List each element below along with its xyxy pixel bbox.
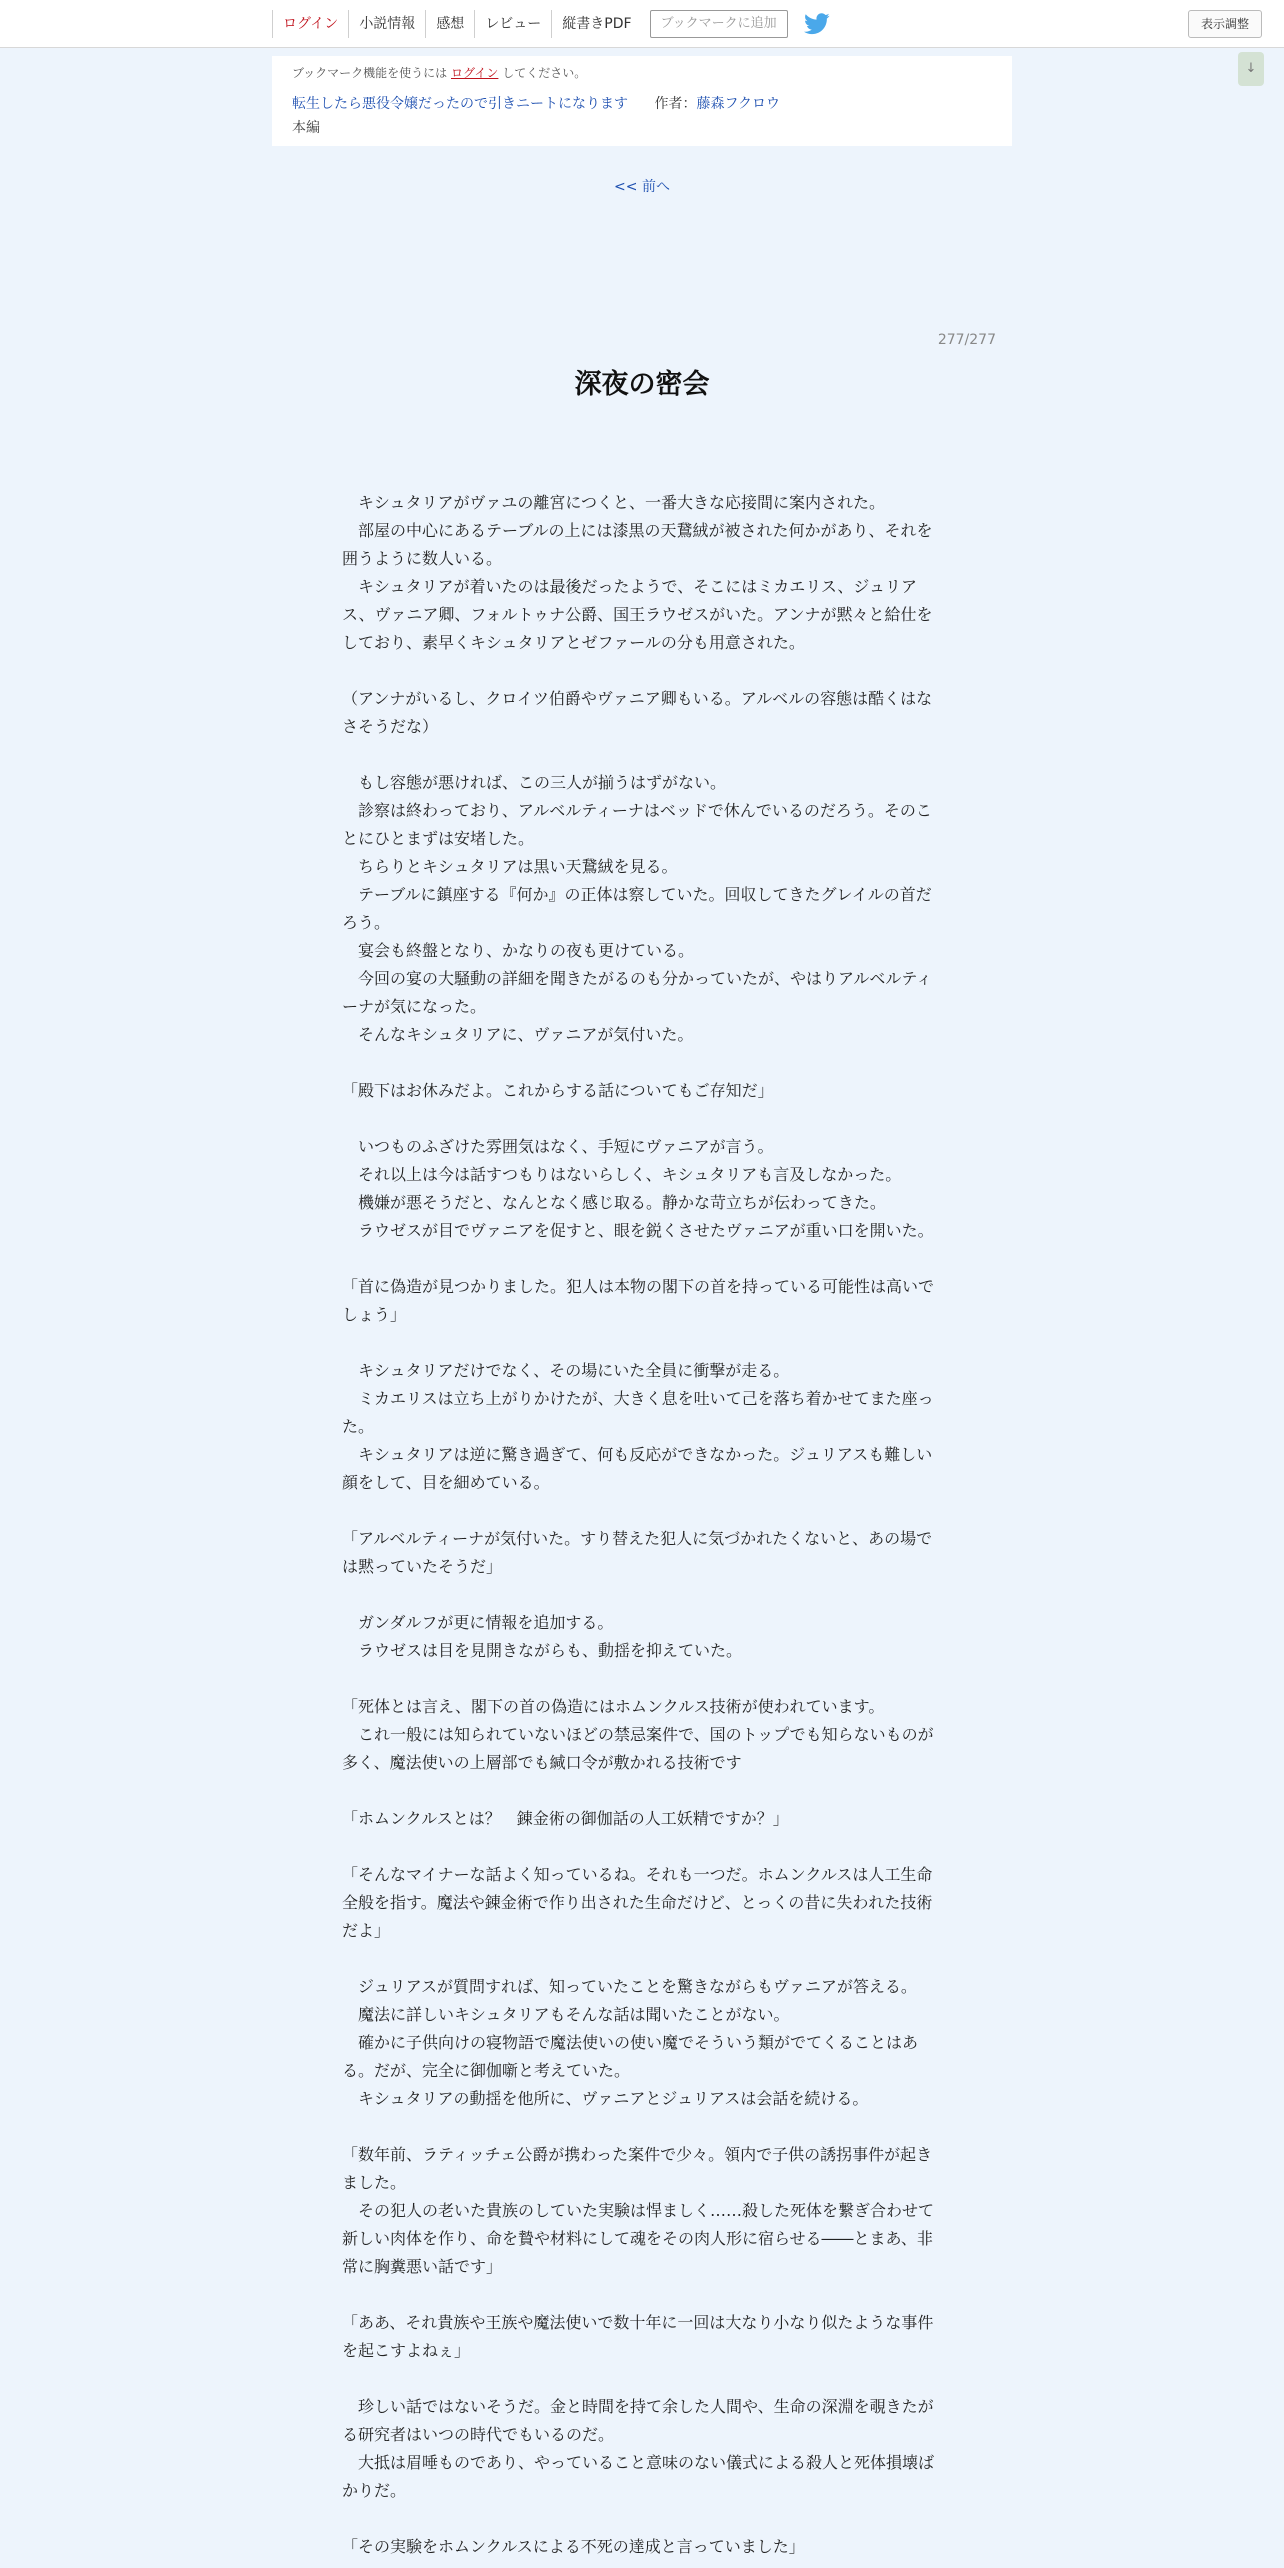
body-paragraph: 「死体とは言え、閣下の首の偽造にはホムンクルス技術が使われています。 bbox=[342, 1697, 885, 1716]
body-paragraph: キシュタリアが着いたのは最後だったようで、そこにはミカエリス、ジュリアス、ヴァニア卿、フォルトゥナ公爵、国王ラウゼスがいた。アンナが黙々と給仕をしており、素早くキシュタリアとゼファールの分も用意された。 bbox=[342, 577, 933, 652]
bookmark-login-link[interactable]: ログイン bbox=[451, 66, 499, 80]
blank-line bbox=[342, 2113, 942, 2141]
previous-page-link[interactable]: << 前へ bbox=[614, 179, 670, 195]
body-paragraph: 珍しい話ではないそうだ。金と時間を持て余した人間や、生命の深淵を覗きたがる研究者はいつの時代でもいるのだ。 bbox=[342, 2397, 934, 2444]
body-paragraph: ラウゼスは目を見開きながらも、動揺を抑えていた。 bbox=[342, 1641, 743, 1660]
novel-info-link[interactable]: 小説情報 bbox=[348, 10, 425, 38]
body-paragraph: 今回の宴の大騒動の詳細を聞きたがるのも分かっていたが、やはりアルベルティーナが気になった。 bbox=[342, 969, 933, 1016]
body-paragraph: 診察は終わっており、アルベルティーナはベッドで休んでいるのだろう。そのことにひとまずは安堵した。 bbox=[342, 801, 932, 848]
body-paragraph: ラウゼスが目でヴァニアを促すと、眼を鋭くさせたヴァニアが重い口を開いた。 bbox=[342, 1221, 934, 1240]
body-paragraph: そんなキシュタリアに、ヴァニアが気付いた。 bbox=[342, 1025, 694, 1044]
blank-line bbox=[342, 1581, 942, 1609]
page-counter: 277/277 bbox=[937, 332, 996, 348]
body-paragraph: 「首に偽造が見つかりました。犯人は本物の閣下の首を持っている可能性は高いでしょう」 bbox=[342, 1277, 935, 1324]
chapter-title: 深夜の密会 bbox=[574, 369, 710, 400]
blank-line bbox=[342, 657, 942, 685]
scroll-down-button[interactable]: ↓ bbox=[1238, 52, 1264, 86]
body-paragraph: これ一般には知られていないほどの禁忌案件で、国のトップでも知らないものが多く、魔法使いの上層部でも緘口令が敷かれる技術です bbox=[342, 1725, 934, 1772]
body-paragraph: それ以上は今は話すつもりはないらしく、キシュタリアも言及しなかった。 bbox=[342, 1165, 902, 1184]
body-paragraph: 機嫌が悪そうだと、なんとなく感じ取る。静かな苛立ちが伝わってきた。 bbox=[342, 1193, 886, 1212]
body-paragraph: キシュタリアの動揺を他所に、ヴァニアとジュリアスは会話を続ける。 bbox=[342, 2089, 869, 2108]
body-paragraph: もし容態が悪ければ、この三人が揃うはずがない。 bbox=[342, 773, 727, 792]
body-paragraph: 部屋の中心にあるテーブルの上には漆黒の天鵞絨が被された何かがあり、それを囲うように数人いる。 bbox=[342, 521, 933, 568]
blank-line bbox=[342, 1665, 942, 1693]
chapter-body bbox=[342, 489, 942, 2561]
impressions-link[interactable]: 感想 bbox=[425, 10, 474, 38]
top-navigation-bar bbox=[0, 0, 1284, 48]
author-label: 作者： bbox=[654, 96, 697, 112]
body-paragraph: キシュタリアがヴァユの離宮につくと、一番大きな応接間に案内された。 bbox=[342, 493, 886, 512]
login-link[interactable]: ログイン bbox=[272, 10, 348, 38]
blank-line bbox=[342, 1777, 942, 1805]
twitter-icon[interactable] bbox=[804, 13, 830, 35]
body-paragraph: 「その実験をホムンクルスによる不死の達成と言っていました」 bbox=[342, 2537, 805, 2556]
display-settings-button[interactable]: 表示調整 bbox=[1188, 10, 1262, 38]
body-paragraph: 「アルベルティーナが気付いた。すり替えた犯人に気づかれたくないと、あの場では黙っていたそうだ」 bbox=[342, 1529, 933, 1576]
bookmark-note bbox=[292, 64, 992, 82]
body-paragraph: 魔法に詳しいキシュタリアもそんな話は聞いたことがない。 bbox=[342, 2005, 790, 2024]
blank-line bbox=[342, 1245, 942, 1273]
body-paragraph: 「ホムンクルスとは？ 錬金術の御伽話の人工妖精ですか？」 bbox=[342, 1809, 789, 1828]
chapter-type-label: 本編 bbox=[292, 120, 320, 136]
blank-line bbox=[342, 1049, 942, 1077]
blank-line bbox=[342, 741, 942, 769]
body-paragraph: ちらりとキシュタリアは黒い天鵞絨を見る。 bbox=[342, 857, 678, 876]
body-paragraph: テーブルに鎮座する『何か』の正体は察していた。回収してきたグレイルの首だろう。 bbox=[342, 885, 932, 932]
blank-line bbox=[342, 1497, 942, 1525]
blank-line bbox=[342, 1945, 942, 1973]
novel-title-line bbox=[292, 94, 992, 114]
body-paragraph: 確かに子供向けの寝物語で魔法使いの使い魔でそういう類がでてくることはある。だが、完全に御伽噺と考えていた。 bbox=[342, 2033, 919, 2080]
body-paragraph: 「そんなマイナーな話よく知っているね。それも一つだ。ホムンクルスは人工生命全般を指す。魔法や錬金術で作り出された生命だけど、とっくの昔に失われた技術だよ」 bbox=[342, 1865, 933, 1940]
blank-line bbox=[342, 2365, 942, 2393]
blank-line bbox=[342, 1833, 942, 1861]
body-paragraph: ガンダルフが更に情報を追加する。 bbox=[342, 1613, 614, 1632]
body-paragraph: 大抵は眉唾ものであり、やっていること意味のない儀式による殺人と死体損壊ばかりだ。 bbox=[342, 2453, 935, 2500]
add-bookmark-button[interactable]: ブックマークに追加 bbox=[650, 10, 788, 38]
body-paragraph: キシュタリアは逆に驚き過ぎて、何も反応ができなかった。ジュリアスも難しい顔をして、目を細めている。 bbox=[342, 1445, 933, 1492]
bookmark-note-suffix: してください。 bbox=[502, 66, 587, 80]
body-paragraph: 宴会も終盤となり、かなりの夜も更けている。 bbox=[342, 941, 695, 960]
main-nav bbox=[272, 10, 830, 38]
blank-line bbox=[342, 1329, 942, 1357]
vertical-pdf-link[interactable]: 縦書きPDF bbox=[551, 10, 641, 38]
body-paragraph: ミカエリスは立ち上がりかけたが、大きく息を吐いて己を落ち着かせてまた座った。 bbox=[342, 1389, 934, 1436]
body-paragraph: その犯人の老いた貴族のしていた実験は悍ましく……殺した死体を繋ぎ合わせて新しい肉体を作り、命を贄や材料にして魂をその肉人形に宿らせる――とまあ、非常に胸糞悪い話です」 bbox=[342, 2201, 935, 2276]
body-paragraph: 「数年前、ラティッチェ公爵が携わった案件で少々。領内で子供の誘拐事件が起きました。 bbox=[342, 2145, 933, 2192]
blank-line bbox=[342, 1105, 942, 1133]
body-paragraph: キシュタリアだけでなく、その場にいた全員に衝撃が走る。 bbox=[342, 1361, 790, 1380]
blank-line bbox=[342, 2281, 942, 2309]
bookmark-note-prefix: ブックマーク機能を使うには bbox=[292, 66, 448, 80]
body-paragraph: 「ああ、それ貴族や王族や魔法使いで数十年に一回は大なり小なり似たような事件を起こすよねぇ」 bbox=[342, 2313, 934, 2360]
body-paragraph: いつものふざけた雰囲気はなく、手短にヴァニアが言う。 bbox=[342, 1137, 774, 1156]
blank-line bbox=[342, 2505, 942, 2533]
body-paragraph: （アンナがいるし、クロイツ伯爵やヴァニア卿もいる。アルベルの容態は酷くはなさそうだな） bbox=[342, 689, 933, 736]
body-paragraph: ジュリアスが質問すれば、知っていたことを驚きながらもヴァニアが答える。 bbox=[342, 1977, 917, 1996]
author-link[interactable]: 藤森フクロウ bbox=[696, 96, 781, 112]
review-link[interactable]: レビュー bbox=[474, 10, 551, 38]
novel-info-box bbox=[272, 56, 1012, 146]
novel-title-link[interactable]: 転生したら悪役令嬢だったので引きニートになります bbox=[292, 96, 628, 112]
body-paragraph: 「殿下はお休みだよ。これからする話についてもご存知だ」 bbox=[342, 1081, 774, 1100]
